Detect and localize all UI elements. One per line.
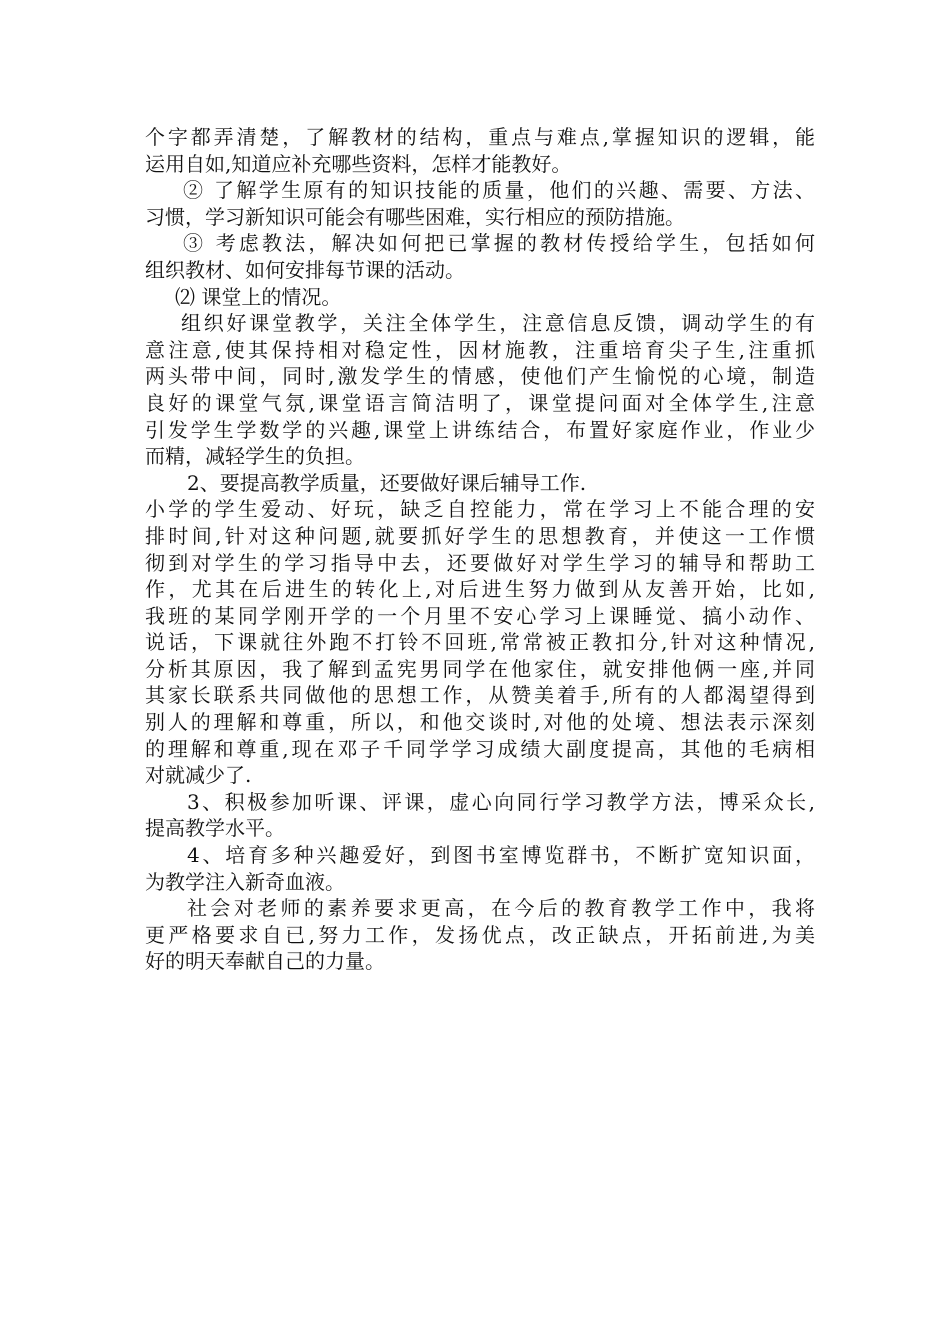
text-line: 3、积极参加听课、评课，虚心向同行学习教学方法，博采众长, <box>187 789 815 814</box>
text-line: 社会对老师的素养要求更高，在今后的教育教学工作中，我将 <box>187 896 815 921</box>
text-line: 个字都弄清楚，了解教材的结构，重点与难点,掌握知识的逻辑，能 <box>145 125 815 149</box>
text-line: 提高教学水平。 <box>145 816 285 841</box>
text-line: 运用自如,知道应补充哪些资料，怎样才能教好。 <box>145 151 572 176</box>
text-line: 组织教材、如何安排每节课的活动。 <box>145 257 465 282</box>
text-line: 好的明天奉献自己的力量。 <box>145 949 385 974</box>
text-line: 组织好课堂教学，关注全体学生，注意信息反馈，调动学生的有 <box>181 311 815 336</box>
text-line: 2、要提高教学质量，还要做好课后辅导工作. <box>187 470 587 495</box>
text-line: 而精，减轻学生的负担。 <box>145 444 365 469</box>
text-line: 作，尤其在后进生的转化上,对后进生努力做到从友善开始，比如, <box>145 577 815 602</box>
text-line: ③ 考虑教法，解决如何把已掌握的教材传授给学生，包括如何 <box>183 231 815 256</box>
text-line: 我班的某同学刚开学的一个月里不安心学习上课睡觉、搞小动作、 <box>145 603 815 628</box>
text-line: 说话，下课就往外跑不打铃不回班,常常被正教扣分,针对这种情况, <box>145 630 815 655</box>
text-line: 良好的课堂气氛,课堂语言简洁明了，课堂提问面对全体学生,注意 <box>145 390 815 415</box>
document-body <box>145 124 815 975</box>
text-line: 意注意,使其保持相对稳定性，因材施教，注重培育尖子生,注重抓 <box>145 337 815 362</box>
text-line: ⑵ 课堂上的情况。 <box>175 284 342 309</box>
text-line: 排时间,针对这种问题,就要抓好学生的思想教育，并使这一工作惯 <box>145 523 815 548</box>
text-line: 更严格要求自已,努力工作，发扬优点，改正缺点，开拓前进,为美 <box>145 922 815 947</box>
text-line: ② 了解学生原有的知识技能的质量，他们的兴趣、需要、方法、 <box>183 178 815 203</box>
text-line: 彻到对学生的学习指导中去，还要做好对学生学习的辅导和帮助工 <box>145 550 815 575</box>
text-line: 为教学注入新奇血液。 <box>145 869 345 894</box>
text-line: 两头带中间，同时,激发学生的情感，使他们产生愉悦的心境，制造 <box>145 364 815 389</box>
text-line: 引发学生学数学的兴趣,课堂上讲练结合，布置好家庭作业，作业少 <box>145 417 815 442</box>
text-line: 其家长联系共同做他的思想工作，从赞美着手,所有的人都渴望得到 <box>145 683 815 708</box>
text-line: 分析其原因，我了解到孟宪男同学在他家住，就安排他俩一座,并同 <box>145 656 815 681</box>
text-line: 对就减少了. <box>145 763 252 788</box>
text-line: 别人的理解和尊重，所以，和他交谈时,对他的处境、想法表示深刻 <box>145 710 815 735</box>
text-line: 习惯，学习新知识可能会有哪些困难，实行相应的预防措施。 <box>145 204 685 229</box>
text-line: 的理解和尊重,现在邓子千同学学习成绩大副度提高，其他的毛病相 <box>145 736 815 761</box>
text-line: 小学的学生爱动、好玩，缺乏自控能力，常在学习上不能合理的安 <box>145 497 815 522</box>
text-line: 4、培育多种兴趣爱好，到图书室博览群书，不断扩宽知识面， <box>187 843 815 868</box>
